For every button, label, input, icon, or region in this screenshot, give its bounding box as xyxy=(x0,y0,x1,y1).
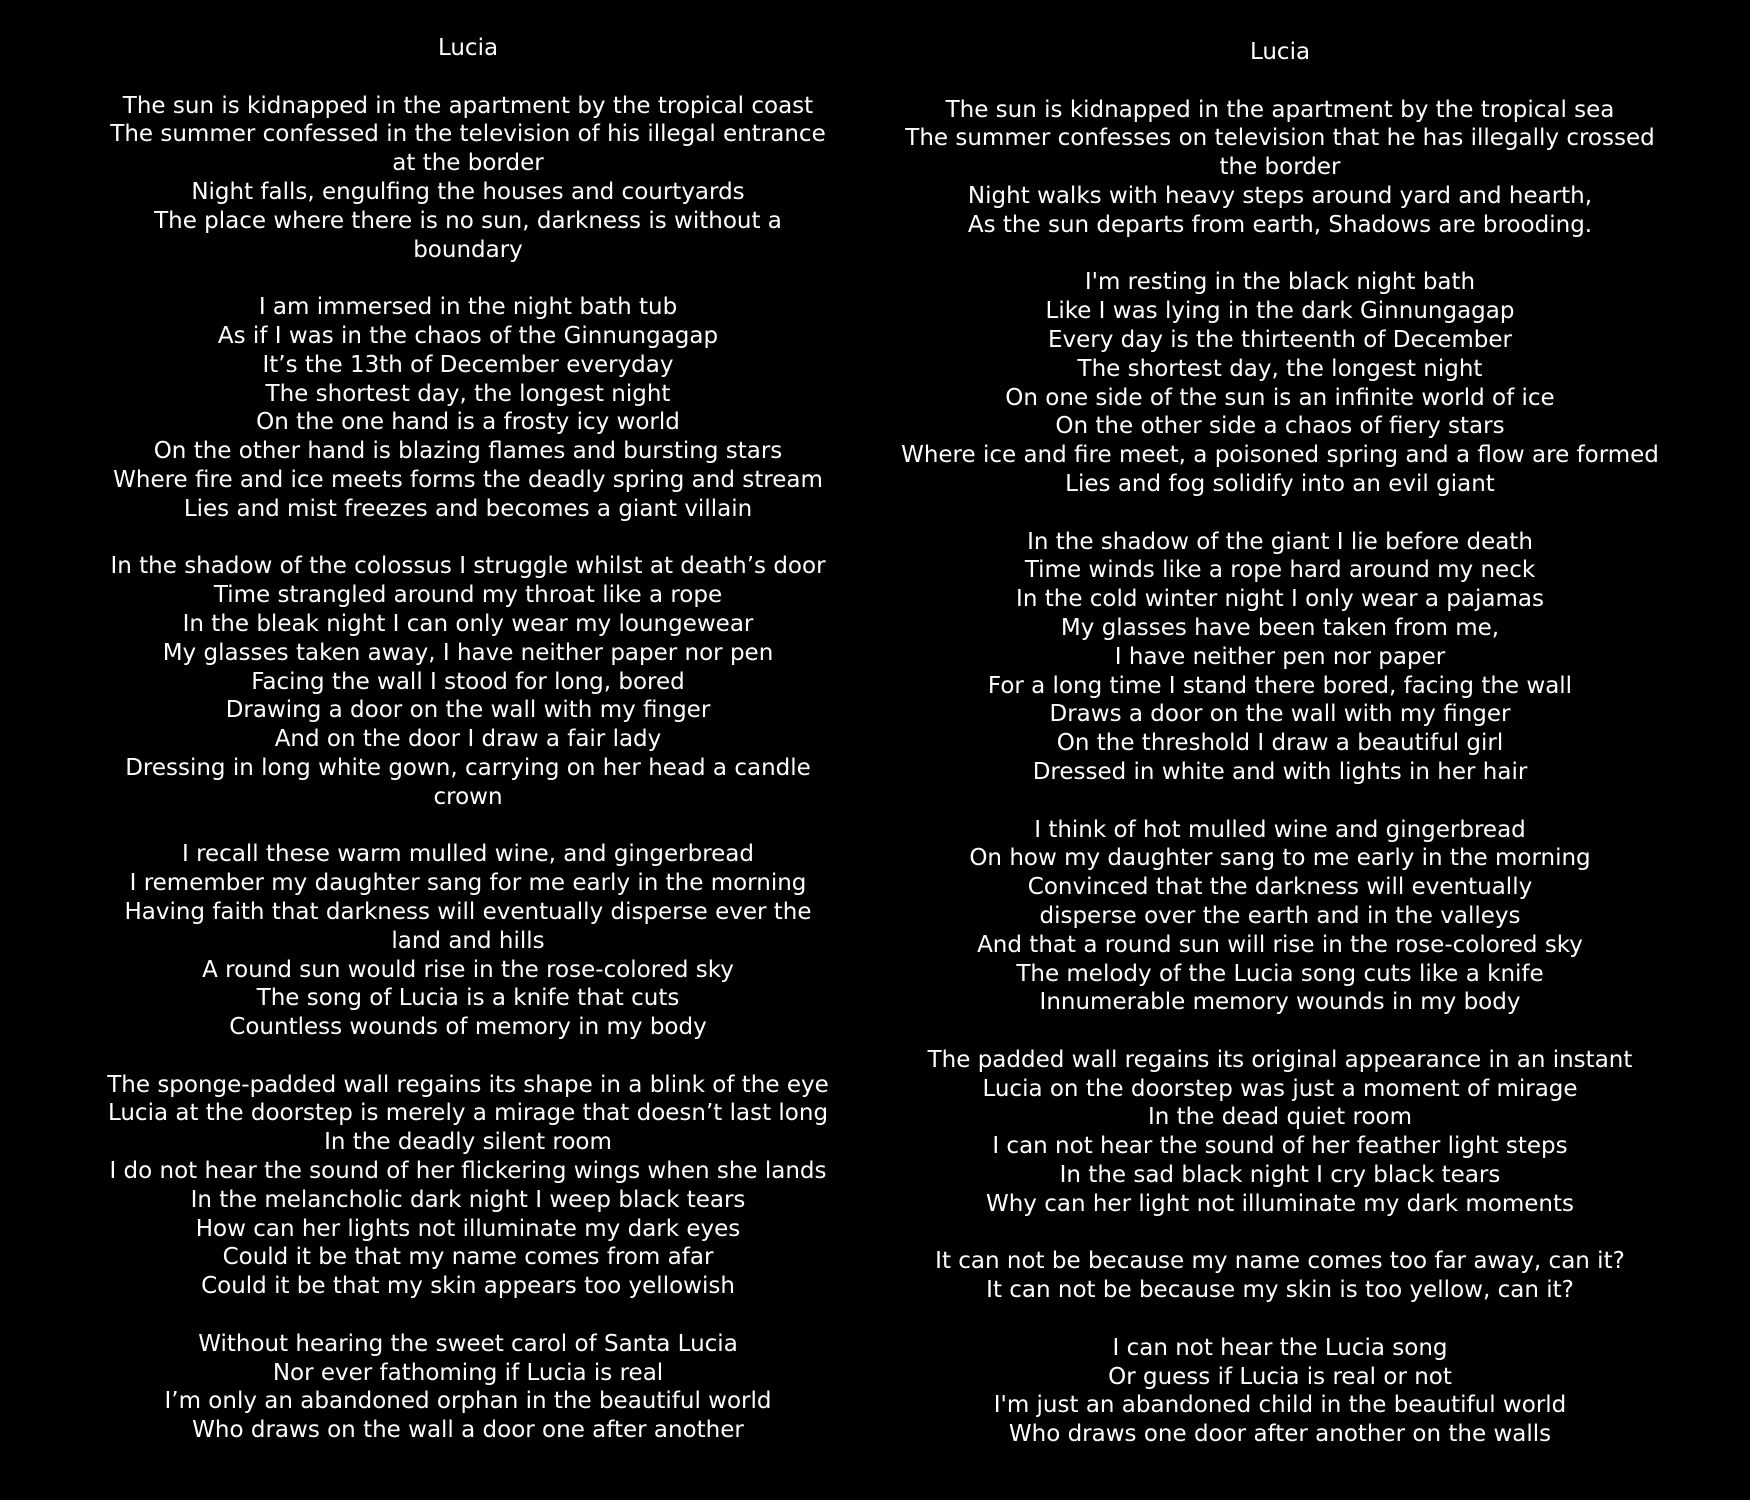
poem-line: crown xyxy=(433,783,503,810)
poem-line: For a long time I stand there bored, facing the wall xyxy=(987,672,1573,699)
poem-line: I am immersed in the night bath tub xyxy=(258,294,678,321)
stanza-list xyxy=(862,96,1698,1449)
poem-line: In the cold winter night I only wear a pajamas xyxy=(1016,586,1544,613)
poem-line: The summer confessed in the television of his illegal entrance xyxy=(110,121,826,148)
poem-line: As if I was in the chaos of the Ginnungagap xyxy=(217,322,719,349)
stanza xyxy=(60,293,876,523)
poem-line: Facing the wall I stood for long, bored xyxy=(251,668,685,695)
poem-line: Why can her light not illuminate my dark moments xyxy=(985,1190,1575,1217)
poem-line: On the threshold I draw a beautiful girl xyxy=(1056,730,1504,757)
poem-line: Dressed in white and with lights in her hair xyxy=(1032,758,1528,785)
poem-line: Who draws one door after another on the walls xyxy=(1008,1421,1552,1448)
poem-line: And on the door I draw a fair lady xyxy=(274,726,662,753)
poem-line: I can not hear the sound of her feather light steps xyxy=(992,1133,1568,1160)
poem-line: In the shadow of the giant I lie before death xyxy=(1027,528,1533,555)
poem-line: I do not hear the sound of her flickering wings when she lands xyxy=(109,1158,827,1185)
poem-line: In the deadly silent room xyxy=(324,1129,612,1156)
poem-line: Without hearing the sweet carol of Santa Lucia xyxy=(198,1330,738,1357)
stanza xyxy=(60,1330,876,1445)
poem-line: Dressing in long white gown, carrying on her head a candle xyxy=(125,754,811,781)
poem-line: The melody of the Lucia song cuts like a knife xyxy=(1016,960,1544,987)
stanza xyxy=(60,840,876,1042)
poem-line: I recall these warm mulled wine, and gingerbread xyxy=(181,841,754,868)
stanza xyxy=(862,1046,1698,1219)
poem-line: It’s the 13th of December everyday xyxy=(262,351,674,378)
poem-line: The shortest day, the longest night xyxy=(265,380,671,407)
poem-right-column xyxy=(862,38,1698,1449)
poem-line: As the sun departs from earth, Shadows are brooding. xyxy=(967,211,1593,238)
poem-line: Who draws on the wall a door one after another xyxy=(192,1417,744,1444)
poem-line: land and hills xyxy=(391,927,545,954)
poem-line: Draws a door on the wall with my finger xyxy=(1049,701,1511,728)
poem-line: Or guess if Lucia is real or not xyxy=(1108,1363,1452,1390)
stanza xyxy=(60,1071,876,1301)
poem-line: Could it be that my name comes from afar xyxy=(222,1244,714,1271)
stanza xyxy=(862,268,1698,498)
poem-title: Lucia xyxy=(1249,39,1311,65)
poem-line: at the border xyxy=(392,150,544,177)
poem-line: My glasses have been taken from me, xyxy=(1060,614,1500,641)
stanza xyxy=(862,96,1698,240)
poem-line: The sun is kidnapped in the apartment by the tropical sea xyxy=(945,96,1615,123)
poem-line: I have neither pen nor paper xyxy=(1114,643,1446,670)
poem-line: the border xyxy=(1219,154,1341,181)
poem-line: Every day is the thirteenth of December xyxy=(1047,326,1513,353)
poem-line: Where ice and fire meet, a poisoned spring and a flow are formed xyxy=(901,442,1659,469)
poem-line: Nor ever fathoming if Lucia is real xyxy=(272,1359,664,1386)
poem-line: How can her lights not illuminate my dark eyes xyxy=(195,1215,741,1242)
poem-line: Lies and fog solidify into an evil giant xyxy=(1065,470,1495,497)
poem-line: Countless wounds of memory in my body xyxy=(229,1014,707,1041)
poem-line: In the dead quiet room xyxy=(1147,1104,1413,1131)
poem-line: Night walks with heavy steps around yard and hearth, xyxy=(967,182,1593,209)
poem-line: Lucia at the doorstep is merely a mirage that doesn’t last long xyxy=(107,1100,829,1127)
poem-line: Lucia on the doorstep was just a moment of mirage xyxy=(982,1075,1578,1102)
poem-line: Like I was lying in the dark Ginnungagap xyxy=(1045,298,1515,325)
poem-line: I think of hot mulled wine and gingerbread xyxy=(1034,816,1526,843)
poem-line: In the melancholic dark night I weep black tears xyxy=(190,1186,746,1213)
poem-line: In the sad black night I cry black tears xyxy=(1059,1162,1501,1189)
poem-line: disperse over the earth and in the valleys xyxy=(1039,902,1521,929)
poem-line: A round sun would rise in the rose-colored sky xyxy=(202,956,734,983)
poem-line: Innumerable memory wounds in my body xyxy=(1039,989,1521,1016)
poem-line: On the other side a chaos of fiery stars xyxy=(1055,413,1505,440)
poem-line: Night falls, engulfing the houses and courtyards xyxy=(191,178,745,205)
poem-line: The shortest day, the longest night xyxy=(1077,355,1483,382)
stanza xyxy=(862,1247,1698,1305)
poem-line: In the shadow of the colossus I struggle whilst at death’s door xyxy=(110,553,826,580)
poem-line: Convinced that the darkness will eventually xyxy=(1027,874,1533,901)
stanza xyxy=(60,92,876,265)
stanza xyxy=(862,1334,1698,1449)
poem-line: On the other hand is blazing flames and bursting stars xyxy=(153,438,783,465)
poem-line: The song of Lucia is a knife that cuts xyxy=(256,985,680,1012)
poem-line: Could it be that my skin appears too yellowish xyxy=(201,1273,735,1300)
poem-line: Time winds like a rope hard around my neck xyxy=(1024,557,1536,584)
poem-line: Time strangled around my throat like a rope xyxy=(213,582,723,609)
poem-line: boundary xyxy=(413,236,523,263)
poem-line: In the bleak night I can only wear my loungewear xyxy=(182,610,754,637)
poem-title: Lucia xyxy=(437,35,499,61)
poem-line: The padded wall regains its original appearance in an instant xyxy=(927,1046,1633,1073)
poem-line: Drawing a door on the wall with my finger xyxy=(225,697,711,724)
poem-line: I'm resting in the black night bath xyxy=(1084,269,1476,296)
poem-line: Where fire and ice meets forms the deadly spring and stream xyxy=(113,466,823,493)
stanza-list xyxy=(60,92,876,1445)
poem-line: It can not be because my skin is too yellow, can it? xyxy=(986,1277,1574,1304)
poem-line: Having faith that darkness will eventually disperse ever the xyxy=(124,898,812,925)
poem-line: The sponge-padded wall regains its shape in a blink of the eye xyxy=(107,1071,829,1098)
poem-left-column xyxy=(60,34,876,1445)
poem-line: The place where there is no sun, darkness is without a xyxy=(154,207,782,234)
poem-line: The sun is kidnapped in the apartment by the tropical coast xyxy=(122,92,814,119)
poem-line: I'm just an abandoned child in the beautiful world xyxy=(993,1392,1567,1419)
poem-line: Lies and mist freezes and becomes a giant villain xyxy=(183,495,753,522)
poem-line: I can not hear the Lucia song xyxy=(1112,1334,1448,1361)
poem-line: The summer confesses on television that he has illegally crossed xyxy=(905,125,1655,152)
poem-line: I’m only an abandoned orphan in the beautiful world xyxy=(164,1388,772,1415)
poem-line: On the one hand is a frosty icy world xyxy=(256,409,680,436)
stanza xyxy=(862,528,1698,787)
stanza xyxy=(60,552,876,811)
poem-line: My glasses taken away, I have neither paper nor pen xyxy=(162,639,774,666)
poem-line: On one side of the sun is an infinite world of ice xyxy=(1005,384,1555,411)
poem-line: It can not be because my name comes too far away, can it? xyxy=(935,1248,1625,1275)
stanza xyxy=(862,816,1698,1018)
poem-line: On how my daughter sang to me early in the morning xyxy=(969,845,1591,872)
poem-line: And that a round sun will rise in the rose-colored sky xyxy=(977,931,1583,958)
poem-line: I remember my daughter sang for me early in the morning xyxy=(129,870,807,897)
